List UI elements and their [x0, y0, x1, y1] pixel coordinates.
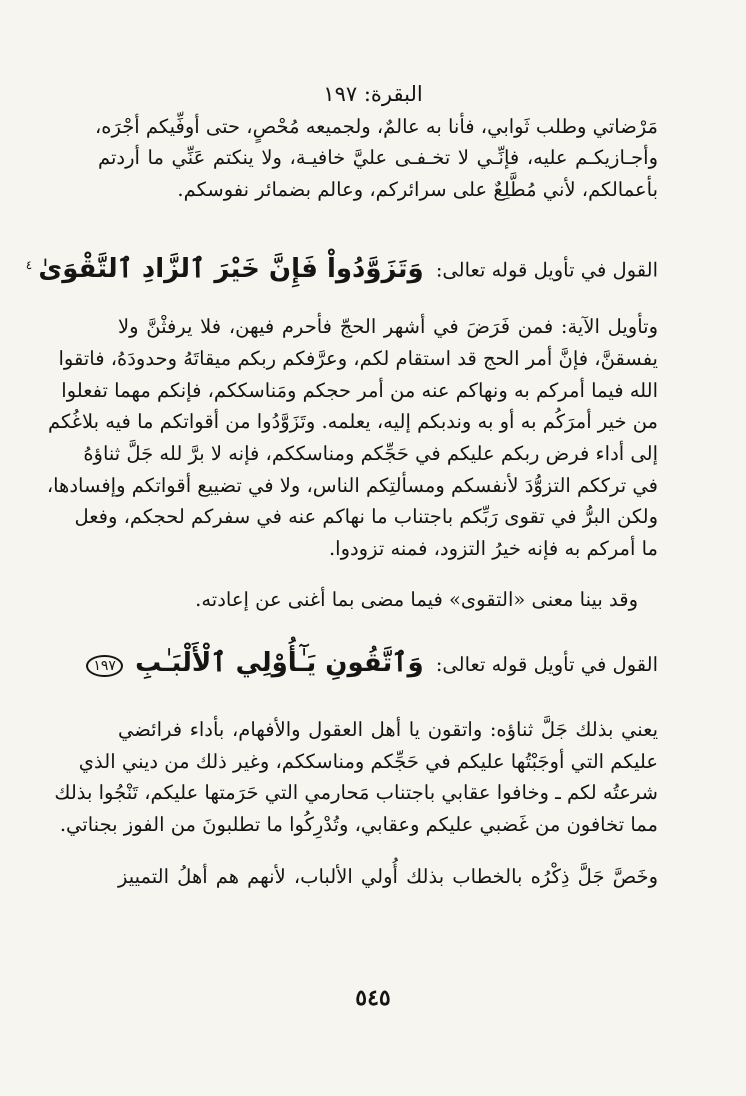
section-heading	[93, 648, 658, 680]
quran-quote: وَتَزَوَّدُواْ فَإِنَّ خَيْرَ ٱلزَّادِ ٱلتَّقْوَىٰ	[38, 253, 424, 284]
verse-number: ٤	[25, 258, 33, 272]
text-line: ولكن البرُّ في تقوى رَبِّكم باجتناب ما نهاكم عنه في سفركم لحجكم، وفعل	[74, 505, 658, 528]
text-line: عليكم التي أوجَبْتُها عليكم في حَجِّكم ومناسككم، وغير ذلك من ديني الذي	[78, 750, 658, 773]
text-line: يعني بذلك جَلَّ ثناؤه: واتقون يا أهل العقول والأفهام، بأداء فرائضي	[118, 718, 658, 741]
quran-quote: وَٱتَّقُونِ يَـٰٓأُوْلِي ٱلْأَلْبَـٰبِ	[135, 648, 424, 678]
text-line: مما تخافون من غَضبي عليكم وعقابي، وتُدْرِكُوا ما تطلبونَ من الفوز بجناتي.	[59, 813, 658, 836]
text-line: في ترككم التزوُّدَ لأنفسكم ومسألتِكم الناس، ولا في تضييع أقواتكم وإفسادها،	[46, 474, 658, 497]
text-line: إلى أداء فرض ربكم عليكم في حَجِّكم ومناسككم، فإنه لا برَّ لله جَلَّ ثناؤهُ	[83, 442, 658, 465]
text-line: من خير أمرَكُم به أو به وندبكم إليه، يعلمه. وتَزَوَّدُوا من أقواتكم ما فيه بلاغُكم	[48, 410, 658, 433]
page-number: ٥٤٥	[355, 985, 391, 1011]
heading-lead: القول في تأويل قوله تعالى:	[435, 258, 658, 282]
text-line: شرعتُه لكم ـ وخافوا عقابي باجتناب مَحارمي التي حَرَمتها عليكم، تَنْجُوا بذلك	[54, 781, 658, 804]
text-line: الله فيما أمركم به ونهاكم عنه من أمر حجكم ومَناسككم، فإنكم مهما تفعلوا	[61, 379, 658, 402]
text-line: وأجـازيكـم عليه، فإنِّـي لا تخـفـى عليَّ خافيـة، ولا ينكتم عَنِّي ما أردتم	[98, 146, 658, 169]
text-line: بأعمالكم، لأني مُطَّلِعٌ على سرائركم، وعالم بضمائر نفوسكم.	[177, 178, 658, 201]
text-line: يفسقنَّ، فإنَّ أمر الحج قد استقام لكم، وعرَّفكم ربكم ميقاتَهُ وحدودَهُ، فاتقوا	[58, 347, 658, 370]
text-line: مَرْضاتي وطلب ثَوابي، فأنا به عالمٌ، ولجميعه مُحْصٍ، حتى أوفِّيكم أجْرَه،	[94, 115, 658, 138]
section-heading	[25, 250, 658, 286]
text-line: وخَصَّ جَلَّ ذِكْرُه بالخطاب بذلك أُولي الألباب، لأنهم هم أهلُ التمييز	[118, 865, 658, 888]
text-line: وقد بينا معنى «التقوى» فيما مضى بما أغنى عن إعادته.	[195, 588, 638, 611]
text-line: ما أمركم به فإنه خيرُ التزود، فمنه تزودوا.	[328, 537, 658, 560]
text-line: وتأويل الآية: فمن فَرَضَ في أشهر الحجّ فأحرم فيهن، فلا يرفثْنَّ ولا	[118, 315, 658, 338]
ayah-number-mark: ١٩٧	[86, 655, 123, 677]
running-head: البقرة: ١٩٧	[323, 82, 423, 106]
heading-lead: القول في تأويل قوله تعالى:	[435, 653, 658, 676]
